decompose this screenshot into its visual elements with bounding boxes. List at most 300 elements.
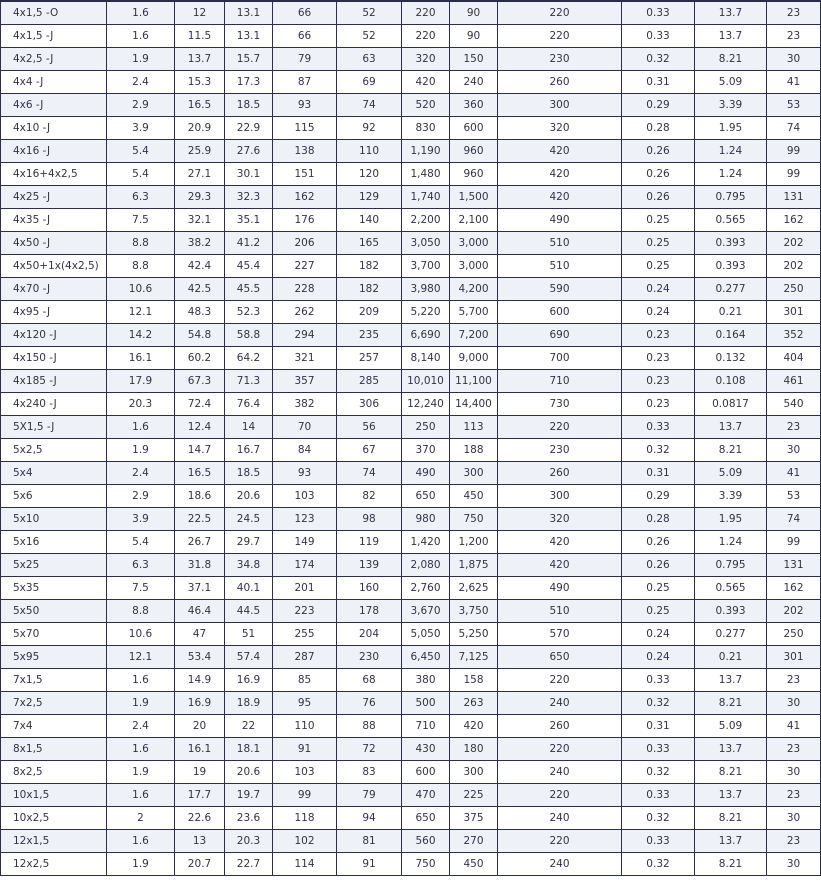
table-cell: 8.8 [107,255,175,278]
table-row [1,117,821,140]
table-cell: 352 [767,324,821,347]
table-cell: 0.29 [622,94,695,117]
table-cell: 0.25 [622,577,695,600]
table-cell: 8,140 [402,347,450,370]
table-cell: 0.31 [622,71,695,94]
table-cell: 79 [337,784,402,807]
table-cell: 99 [767,163,821,186]
table-cell: 5,050 [402,623,450,646]
table-cell: 520 [402,94,450,117]
table-cell: 1.95 [695,508,767,531]
table-cell: 420 [498,140,622,163]
table-cell: 99 [767,140,821,163]
table-cell: 600 [498,301,622,324]
cable-designation-cell: 4x95 -J [1,301,107,324]
table-cell: 74 [767,117,821,140]
table-cell: 590 [498,278,622,301]
table-cell: 490 [498,209,622,232]
table-cell: 11,100 [450,370,498,393]
table-cell: 206 [273,232,337,255]
table-cell: 220 [402,25,450,48]
cable-designation-cell: 12x2,5 [1,853,107,876]
table-cell: 650 [402,807,450,830]
table-cell: 240 [450,71,498,94]
table-cell: 600 [402,761,450,784]
table-cell: 76.4 [225,393,273,416]
table-cell: 202 [767,600,821,623]
table-cell: 1.6 [107,25,175,48]
table-cell: 0.24 [622,623,695,646]
table-cell: 262 [273,301,337,324]
table-cell: 14.7 [175,439,225,462]
table-cell: 182 [337,255,402,278]
table-row [1,554,821,577]
table-cell: 228 [273,278,337,301]
table-cell: 240 [498,761,622,784]
table-row [1,140,821,163]
table-cell: 83 [337,761,402,784]
table-cell: 188 [450,439,498,462]
table-cell: 260 [498,71,622,94]
table-cell: 300 [498,94,622,117]
table-cell: 8.8 [107,600,175,623]
cable-designation-cell: 4x150 -J [1,347,107,370]
table-cell: 0.21 [695,301,767,324]
table-cell: 120 [337,163,402,186]
table-cell: 2,760 [402,577,450,600]
table-cell: 16.1 [107,347,175,370]
table-cell: 301 [767,301,821,324]
table-cell: 0.277 [695,278,767,301]
table-cell: 0.277 [695,623,767,646]
table-cell: 119 [337,531,402,554]
table-cell: 47 [175,623,225,646]
table-cell: 90 [450,25,498,48]
table-cell: 2.4 [107,715,175,738]
table-cell: 255 [273,623,337,646]
table-cell: 40.1 [225,577,273,600]
table-row [1,163,821,186]
table-cell: 6,690 [402,324,450,347]
table-cell: 13.7 [695,784,767,807]
cable-designation-cell: 5x70 [1,623,107,646]
table-cell: 0.33 [622,830,695,853]
table-cell: 490 [402,462,450,485]
cable-designation-cell: 12x1,5 [1,830,107,853]
table-cell: 18.9 [225,692,273,715]
table-cell: 420 [498,531,622,554]
table-cell: 53.4 [175,646,225,669]
table-cell: 51 [225,623,273,646]
table-cell: 20.6 [225,761,273,784]
cable-designation-cell: 7x1,5 [1,669,107,692]
table-cell: 357 [273,370,337,393]
table-cell: 240 [498,807,622,830]
table-cell: 13.7 [695,25,767,48]
table-cell: 2,080 [402,554,450,577]
table-cell: 53 [767,485,821,508]
table-cell: 201 [273,577,337,600]
table-cell: 23.6 [225,807,273,830]
table-cell: 16.9 [225,669,273,692]
table-row [1,278,821,301]
table-cell: 131 [767,186,821,209]
table-cell: 30 [767,439,821,462]
table-cell: 56 [337,416,402,439]
table-cell: 66 [273,1,337,25]
table-row [1,577,821,600]
table-cell: 300 [450,761,498,784]
table-cell: 35.1 [225,209,273,232]
cable-designation-cell: 4x1,5 -J [1,25,107,48]
table-cell: 0.26 [622,531,695,554]
table-cell: 0.21 [695,646,767,669]
table-cell: 8.21 [695,807,767,830]
table-cell: 450 [450,485,498,508]
table-cell: 180 [450,738,498,761]
table-row [1,623,821,646]
table-cell: 18.5 [225,94,273,117]
table-cell: 2.9 [107,94,175,117]
table-cell: 320 [498,117,622,140]
table-body [1,1,821,876]
table-cell: 22.7 [225,853,273,876]
table-cell: 0.31 [622,462,695,485]
table-cell: 220 [498,830,622,853]
table-cell: 74 [337,94,402,117]
table-row [1,209,821,232]
table-cell: 82 [337,485,402,508]
table-cell: 260 [498,715,622,738]
table-cell: 20.7 [175,853,225,876]
table-cell: 1,420 [402,531,450,554]
table-cell: 42.5 [175,278,225,301]
table-cell: 99 [273,784,337,807]
table-cell: 16.5 [175,94,225,117]
table-cell: 0.26 [622,140,695,163]
table-cell: 750 [450,508,498,531]
table-cell: 7,200 [450,324,498,347]
table-cell: 2 [107,807,175,830]
table-cell: 202 [767,255,821,278]
table-cell: 1.6 [107,784,175,807]
table-cell: 19.7 [225,784,273,807]
table-row [1,807,821,830]
table-cell: 26.7 [175,531,225,554]
table-row [1,48,821,71]
table-cell: 2,100 [450,209,498,232]
cable-designation-cell: 4x25 -J [1,186,107,209]
table-cell: 15.3 [175,71,225,94]
table-cell: 2,625 [450,577,498,600]
cable-designation-cell: 4x50 -J [1,232,107,255]
table-cell: 220 [498,416,622,439]
table-cell: 15.7 [225,48,273,71]
table-cell: 113 [450,416,498,439]
table-cell: 510 [498,600,622,623]
table-cell: 301 [767,646,821,669]
table-cell: 220 [498,669,622,692]
table-cell: 13.7 [695,1,767,25]
table-row [1,830,821,853]
cable-designation-cell: 4x6 -J [1,94,107,117]
table-cell: 9,000 [450,347,498,370]
table-cell: 960 [450,140,498,163]
table-cell: 420 [402,71,450,94]
table-cell: 60.2 [175,347,225,370]
table-cell: 20.3 [225,830,273,853]
table-cell: 18.5 [225,462,273,485]
cable-designation-cell: 5x10 [1,508,107,531]
table-cell: 1.6 [107,416,175,439]
cable-designation-cell: 5x2,5 [1,439,107,462]
table-row [1,94,821,117]
cable-designation-cell: 4x240 -J [1,393,107,416]
table-cell: 48.3 [175,301,225,324]
table-cell: 24.5 [225,508,273,531]
table-cell: 30 [767,807,821,830]
table-cell: 94 [337,807,402,830]
table-cell: 1.24 [695,163,767,186]
table-cell: 5.4 [107,140,175,163]
table-cell: 223 [273,600,337,623]
table-cell: 64.2 [225,347,273,370]
table-cell: 52.3 [225,301,273,324]
cable-designation-cell: 8x1,5 [1,738,107,761]
table-cell: 0.565 [695,209,767,232]
table-cell: 0.28 [622,508,695,531]
table-cell: 53 [767,94,821,117]
table-cell: 2,200 [402,209,450,232]
table-cell: 0.28 [622,117,695,140]
table-cell: 12,240 [402,393,450,416]
table-cell: 300 [450,462,498,485]
table-cell: 0.32 [622,853,695,876]
table-cell: 103 [273,485,337,508]
table-cell: 1.9 [107,439,175,462]
table-cell: 84 [273,439,337,462]
table-cell: 0.33 [622,25,695,48]
table-cell: 0.23 [622,370,695,393]
table-cell: 1,200 [450,531,498,554]
table-cell: 730 [498,393,622,416]
table-cell: 560 [402,830,450,853]
table-cell: 0.25 [622,209,695,232]
table-cell: 4,200 [450,278,498,301]
table-cell: 5.09 [695,715,767,738]
table-cell: 0.25 [622,255,695,278]
table-cell: 0.33 [622,669,695,692]
table-cell: 710 [498,370,622,393]
table-cell: 81 [337,830,402,853]
table-cell: 5.09 [695,71,767,94]
table-cell: 74 [767,508,821,531]
table-cell: 0.25 [622,600,695,623]
table-cell: 960 [450,163,498,186]
table-cell: 32.1 [175,209,225,232]
table-cell: 0.29 [622,485,695,508]
table-cell: 158 [450,669,498,692]
table-cell: 20.3 [107,393,175,416]
cable-designation-cell: 4x16 -J [1,140,107,163]
table-cell: 257 [337,347,402,370]
table-cell: 430 [402,738,450,761]
table-cell: 450 [450,853,498,876]
table-cell: 0.33 [622,416,695,439]
table-cell: 22 [225,715,273,738]
table-cell: 0.24 [622,646,695,669]
cable-designation-cell: 4x16+4x2,5 [1,163,107,186]
table-cell: 74 [337,462,402,485]
table-cell: 20.6 [225,485,273,508]
table-cell: 0.32 [622,692,695,715]
table-cell: 320 [498,508,622,531]
table-cell: 37.1 [175,577,225,600]
table-cell: 16.1 [175,738,225,761]
table-cell: 202 [767,232,821,255]
table-row [1,646,821,669]
table-cell: 13.7 [695,416,767,439]
table-cell: 3.9 [107,117,175,140]
table-cell: 209 [337,301,402,324]
table-cell: 700 [498,347,622,370]
table-cell: 57.4 [225,646,273,669]
table-cell: 79 [273,48,337,71]
table-cell: 17.7 [175,784,225,807]
table-cell: 420 [498,554,622,577]
table-cell: 240 [498,692,622,715]
table-cell: 30 [767,692,821,715]
table-row [1,255,821,278]
table-cell: 151 [273,163,337,186]
table-cell: 710 [402,715,450,738]
table-cell: 2.9 [107,485,175,508]
table-row [1,393,821,416]
table-row [1,761,821,784]
table-cell: 320 [402,48,450,71]
table-cell: 91 [273,738,337,761]
table-cell: 10,010 [402,370,450,393]
table-cell: 30.1 [225,163,273,186]
table-cell: 0.565 [695,577,767,600]
table-cell: 41 [767,71,821,94]
cable-designation-cell: 10x1,5 [1,784,107,807]
table-cell: 570 [498,623,622,646]
table-row [1,370,821,393]
table-cell: 230 [337,646,402,669]
table-cell: 22.9 [225,117,273,140]
table-cell: 165 [337,232,402,255]
table-cell: 321 [273,347,337,370]
table-row [1,738,821,761]
table-cell: 52 [337,25,402,48]
table-cell: 69 [337,71,402,94]
table-cell: 0.32 [622,439,695,462]
table-cell: 182 [337,278,402,301]
table-cell: 66 [273,25,337,48]
table-cell: 0.33 [622,738,695,761]
table-cell: 13 [175,830,225,853]
table-cell: 174 [273,554,337,577]
table-row [1,531,821,554]
table-cell: 20.9 [175,117,225,140]
table-cell: 71.3 [225,370,273,393]
table-cell: 149 [273,531,337,554]
table-cell: 0.393 [695,600,767,623]
table-cell: 13.1 [225,1,273,25]
cable-designation-cell: 4x2,5 -J [1,48,107,71]
table-cell: 98 [337,508,402,531]
table-cell: 13.7 [695,830,767,853]
table-cell: 63 [337,48,402,71]
table-cell: 1.9 [107,692,175,715]
table-cell: 41 [767,715,821,738]
cable-designation-cell: 4x35 -J [1,209,107,232]
table-cell: 227 [273,255,337,278]
table-cell: 3,000 [450,232,498,255]
table-cell: 34.8 [225,554,273,577]
table-cell: 20 [175,715,225,738]
table-cell: 23 [767,25,821,48]
table-cell: 7.5 [107,577,175,600]
table-cell: 95 [273,692,337,715]
table-cell: 162 [767,209,821,232]
table-cell: 8.21 [695,692,767,715]
table-cell: 32.3 [225,186,273,209]
table-cell: 1.24 [695,140,767,163]
table-cell: 1.9 [107,48,175,71]
table-cell: 123 [273,508,337,531]
table-cell: 45.4 [225,255,273,278]
table-row [1,324,821,347]
table-cell: 5,220 [402,301,450,324]
table-cell: 23 [767,830,821,853]
table-cell: 230 [498,439,622,462]
table-cell: 160 [337,577,402,600]
table-row [1,347,821,370]
table-cell: 14 [225,416,273,439]
table-row [1,439,821,462]
table-cell: 7,125 [450,646,498,669]
table-cell: 3.39 [695,485,767,508]
table-cell: 13.7 [695,669,767,692]
table-cell: 285 [337,370,402,393]
table-cell: 490 [498,577,622,600]
table-cell: 250 [767,278,821,301]
table-cell: 220 [498,738,622,761]
table-cell: 70 [273,416,337,439]
table-cell: 0.31 [622,715,695,738]
table-cell: 23 [767,738,821,761]
table-cell: 370 [402,439,450,462]
table-cell: 3,750 [450,600,498,623]
table-cell: 176 [273,209,337,232]
table-cell: 12.4 [175,416,225,439]
table-cell: 138 [273,140,337,163]
table-cell: 17.3 [225,71,273,94]
table-cell: 8.8 [107,232,175,255]
table-cell: 830 [402,117,450,140]
table-cell: 102 [273,830,337,853]
table-cell: 1,480 [402,163,450,186]
table-cell: 25.9 [175,140,225,163]
table-cell: 306 [337,393,402,416]
table-cell: 0.26 [622,186,695,209]
table-cell: 250 [767,623,821,646]
table-cell: 110 [337,140,402,163]
table-cell: 90 [450,1,498,25]
table-row [1,715,821,738]
